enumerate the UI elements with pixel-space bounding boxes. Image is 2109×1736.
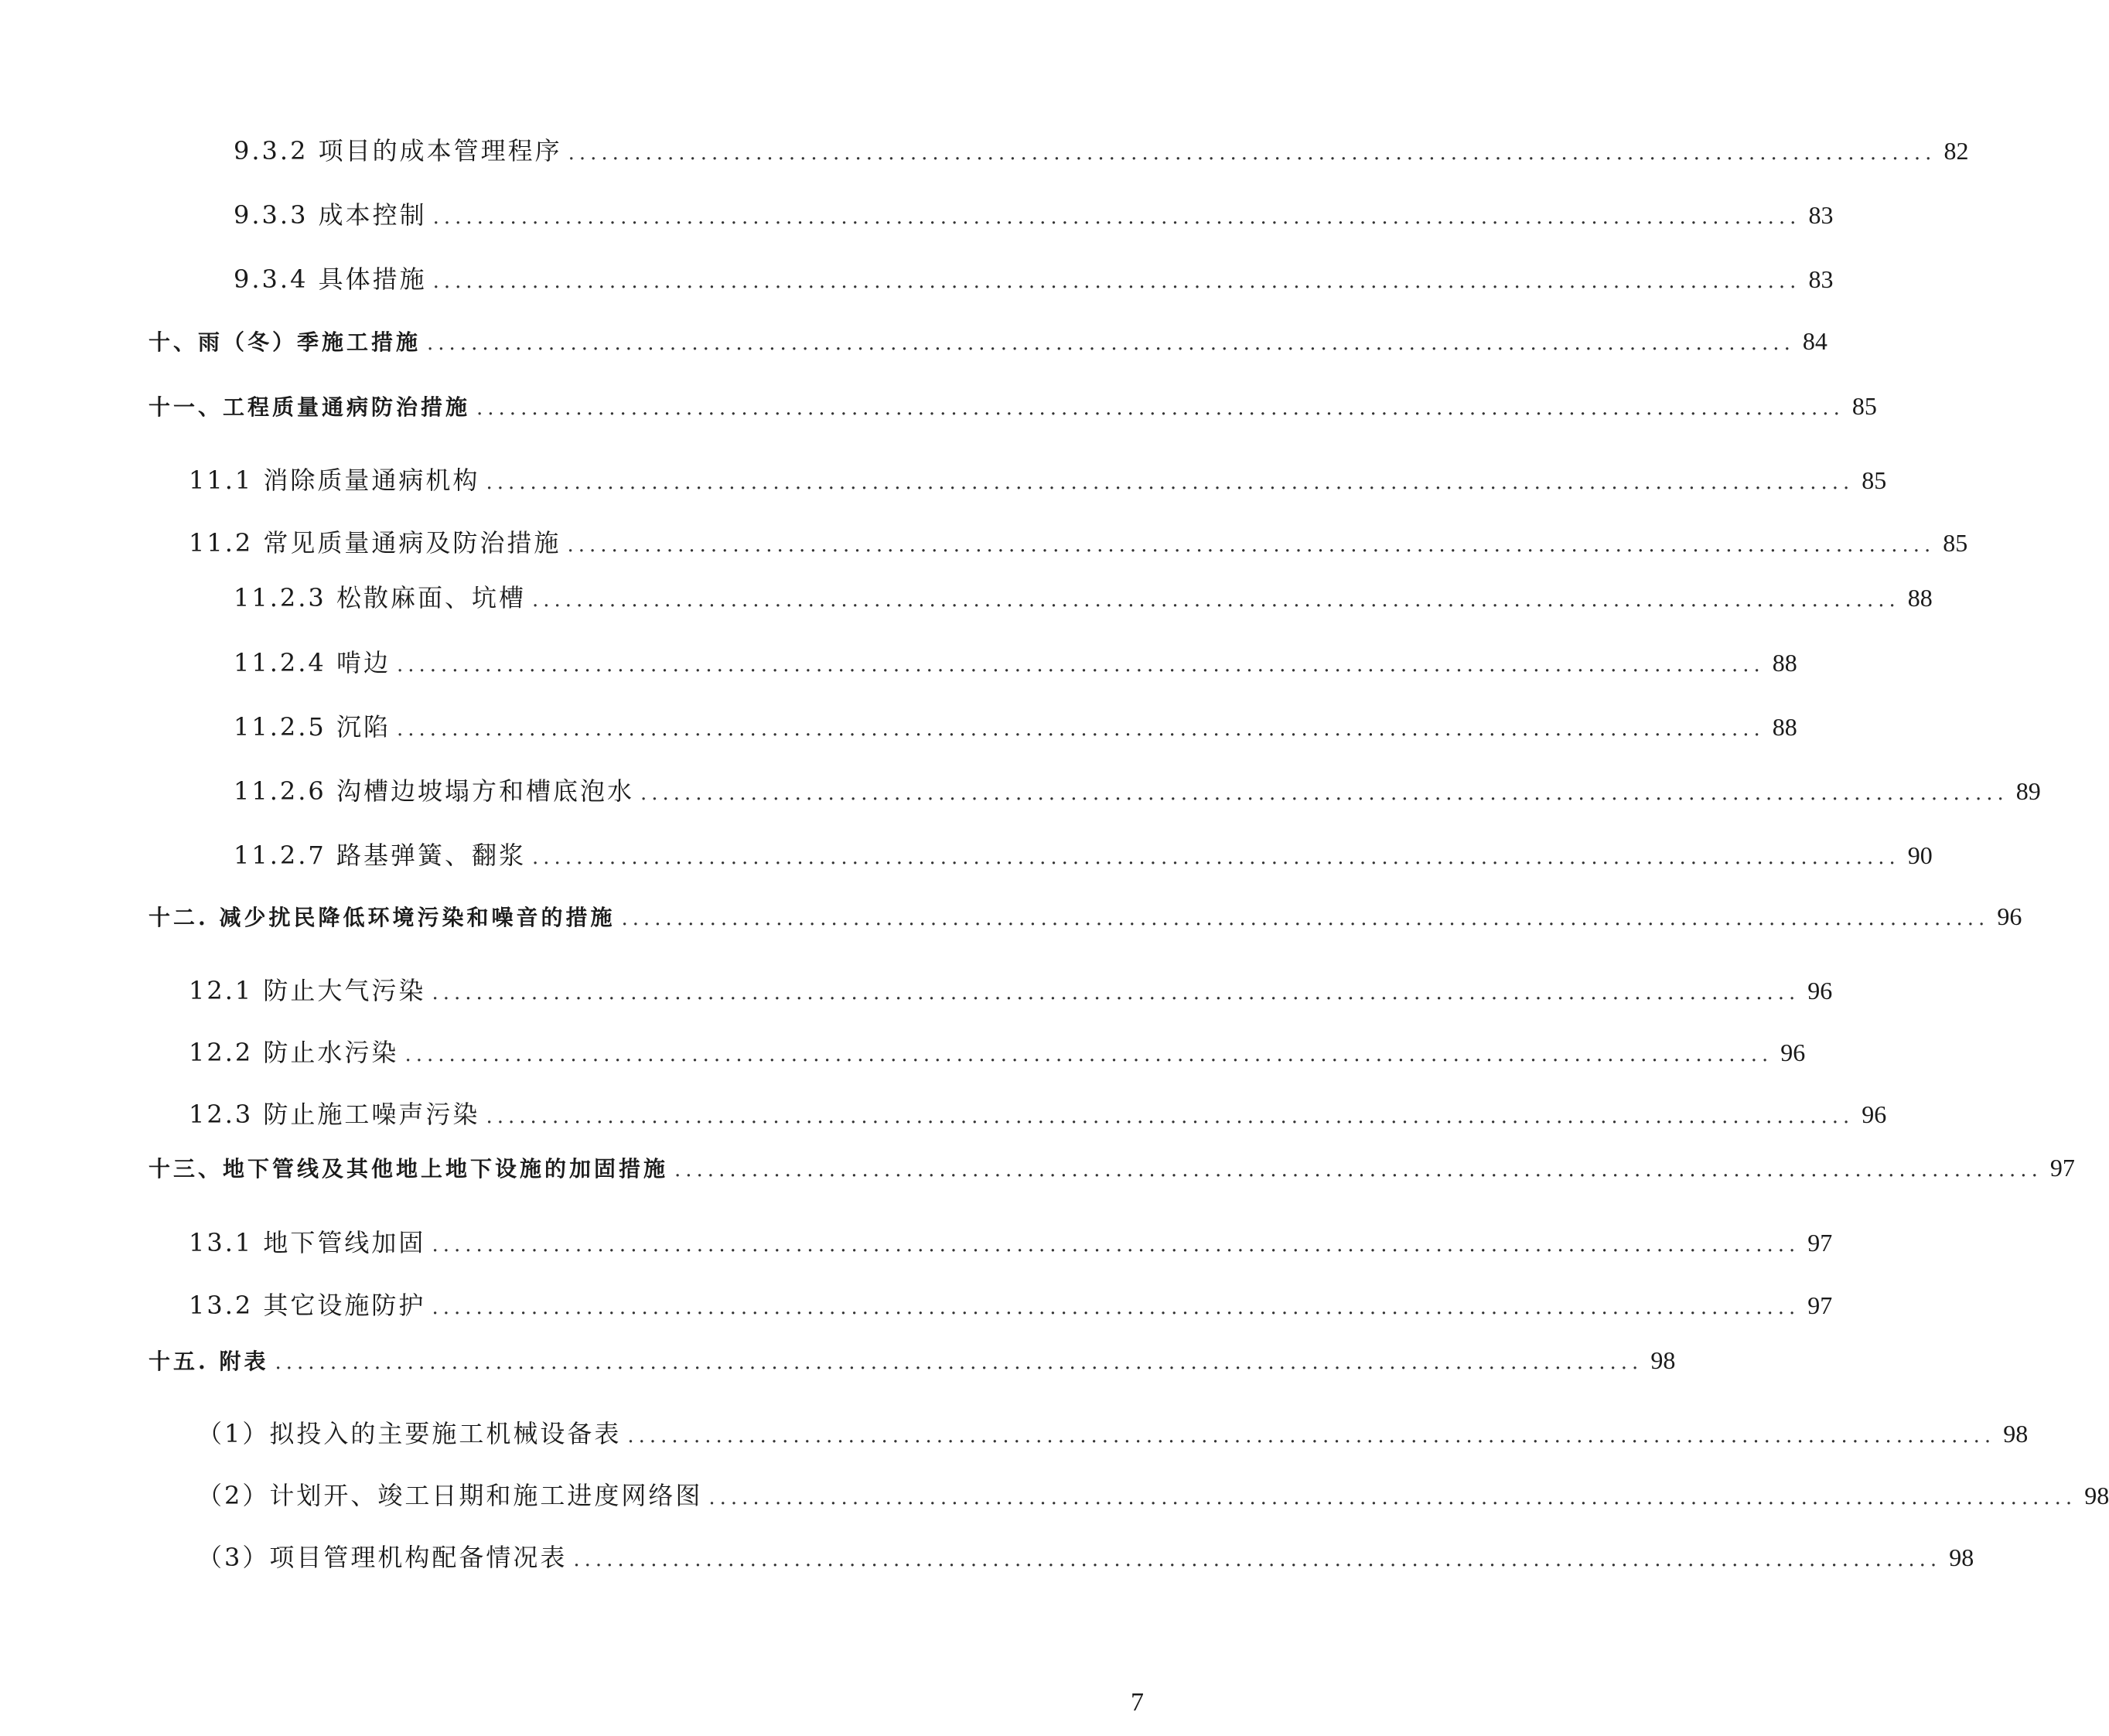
toc-entry-page: 88 xyxy=(1772,649,1797,677)
toc-leader-dots: ............................................................................................................................ xyxy=(396,718,1765,741)
toc-leader-dots: ............................................................................................................................ xyxy=(531,846,1900,869)
toc-leader-dots: ............................................................................................................................ xyxy=(627,1424,1996,1448)
toc-entry-title: 9.3.4 具体措施 xyxy=(234,264,427,294)
toc-entry-title: （1）拟投入的主要施工机械设备表 xyxy=(197,1419,622,1448)
toc-entry xyxy=(234,260,1834,295)
toc-leader-dots: ............................................................................................................................ xyxy=(476,397,1845,420)
toc-leader-dots: ............................................................................................................................ xyxy=(567,534,1936,557)
toc-entry-page: 83 xyxy=(1808,201,1834,229)
toc-entry-title: （2）计划开、竣工日期和施工进度网络图 xyxy=(197,1481,703,1510)
toc-entry xyxy=(148,326,1827,356)
toc-entry-title: 十三、地下管线及其他地上地下设施的加固措施 xyxy=(148,1156,669,1182)
toc-entry-title: 十二. 减少扰民降低环境污染和噪音的措施 xyxy=(148,905,616,930)
toc-entry xyxy=(189,1223,1833,1259)
toc-entry-page: 98 xyxy=(2084,1482,2109,1509)
toc-entry-page: 98 xyxy=(2003,1420,2029,1448)
toc-entry-page: 90 xyxy=(1907,841,1933,869)
toc-entry-page: 97 xyxy=(2049,1154,2075,1182)
toc-entry-title: 11.2.7 路基弹簧、翻浆 xyxy=(234,841,526,870)
toc-entry-title: 11.1 消除质量通病机构 xyxy=(189,466,480,495)
toc-entry xyxy=(234,836,1933,871)
toc-leader-dots: ............................................................................................................................ xyxy=(427,332,1795,355)
toc-entry xyxy=(234,578,1933,614)
toc-entry xyxy=(148,901,2022,932)
toc-leader-dots: ............................................................................................................................ xyxy=(640,782,2008,805)
toc-entry-title: 12.3 防止施工噪声污染 xyxy=(189,1100,480,1129)
toc-leader-dots: ............................................................................................................................ xyxy=(432,1233,1800,1257)
toc-entry xyxy=(148,391,1877,421)
toc-entry-page: 84 xyxy=(1802,327,1827,355)
toc-entry-page: 82 xyxy=(1943,137,1969,165)
toc-leader-dots: ............................................................................................................................ xyxy=(275,1351,1643,1374)
toc-leader-dots: ............................................................................................................................ xyxy=(404,1043,1773,1066)
toc-entry xyxy=(197,1414,2029,1450)
toc-leader-dots: ............................................................................................................................ xyxy=(432,270,1801,293)
toc-entry-title: 12.1 防止大气污染 xyxy=(189,976,426,1005)
toc-entry-title: 11.2.4 啃边 xyxy=(234,648,391,677)
toc-entry-title: 十、雨（冬）季施工措施 xyxy=(148,329,421,355)
toc-entry-page: 88 xyxy=(1907,584,1933,612)
toc-entry-title: 13.1 地下管线加固 xyxy=(189,1228,426,1257)
toc-entry-page: 85 xyxy=(1862,466,1887,494)
toc-leader-dots: ............................................................................................................................ xyxy=(486,471,1855,494)
toc-leader-dots: ............................................................................................................................ xyxy=(708,1486,2077,1509)
toc-entry-page: 96 xyxy=(1997,902,2022,930)
toc-entry xyxy=(234,772,2041,807)
toc-entry-page: 85 xyxy=(1943,529,1968,557)
toc-entry-title: 十五. 附表 xyxy=(148,1349,269,1374)
toc-entry xyxy=(189,1286,1833,1322)
toc-leader-dots: ............................................................................................................................ xyxy=(486,1105,1855,1128)
toc-entry-page: 97 xyxy=(1807,1291,1833,1319)
toc-entry xyxy=(189,1033,1806,1069)
toc-entry-title: 11.2.5 沉陷 xyxy=(234,712,391,742)
toc-entry-page: 96 xyxy=(1862,1100,1887,1128)
toc-entry-title: 11.2.3 松散麻面、坑槽 xyxy=(234,583,526,612)
toc-entry-page: 85 xyxy=(1851,392,1877,420)
toc-entry-page: 98 xyxy=(1650,1346,1676,1374)
toc-entry-title: 十一、工程质量通病防治措施 xyxy=(148,394,471,420)
toc-entry-title: （3）项目管理机构配备情况表 xyxy=(197,1543,568,1572)
toc-entry-page: 96 xyxy=(1807,977,1833,1004)
toc-entry xyxy=(148,1345,1676,1376)
toc-entry-title: 9.3.3 成本控制 xyxy=(234,200,427,230)
toc-entry-page: 98 xyxy=(1949,1543,1974,1571)
toc-entry xyxy=(189,971,1833,1007)
toc-leader-dots: ............................................................................................................................ xyxy=(531,588,1900,612)
toc-entry-page: 96 xyxy=(1780,1039,1806,1066)
toc-entry xyxy=(197,1476,2109,1512)
toc-entry-title: 11.2.6 沟槽边坡塌方和槽底泡水 xyxy=(234,776,634,806)
toc-leader-dots: ............................................................................................................................ xyxy=(432,206,1801,229)
toc-entry xyxy=(234,708,1797,743)
toc-entry xyxy=(189,1095,1887,1131)
toc-entry-page: 89 xyxy=(2015,777,2041,805)
toc-leader-dots: ............................................................................................................................ xyxy=(573,1548,1942,1571)
toc-entry xyxy=(234,196,1834,231)
toc-entry-page: 88 xyxy=(1772,713,1797,741)
toc-entry-title: 13.2 其它设施防护 xyxy=(189,1291,426,1320)
toc-leader-dots: ............................................................................................................................ xyxy=(621,907,1990,930)
toc-entry xyxy=(189,524,1968,559)
toc-entry-page: 83 xyxy=(1808,265,1834,293)
toc-entry-title: 12.2 防止水污染 xyxy=(189,1038,399,1067)
page-number: 7 xyxy=(1131,1688,1144,1717)
toc-entry xyxy=(197,1538,1974,1574)
toc-leader-dots: ............................................................................................................................ xyxy=(432,1296,1800,1319)
toc-leader-dots: ............................................................................................................................ xyxy=(432,981,1800,1004)
toc-entry xyxy=(234,643,1797,679)
toc-leader-dots: ............................................................................................................................ xyxy=(674,1158,2042,1182)
toc-entry-title: 11.2 常见质量通病及防治措施 xyxy=(189,528,561,558)
toc-entry xyxy=(189,461,1887,496)
toc-entry xyxy=(148,1152,2075,1183)
toc-entry-page: 97 xyxy=(1807,1229,1833,1257)
toc-leader-dots: ............................................................................................................................ xyxy=(396,653,1765,677)
toc-leader-dots: ............................................................................................................................ xyxy=(568,142,1937,165)
toc-entry xyxy=(234,131,1969,167)
toc-entry-title: 9.3.2 项目的成本管理程序 xyxy=(234,136,562,165)
